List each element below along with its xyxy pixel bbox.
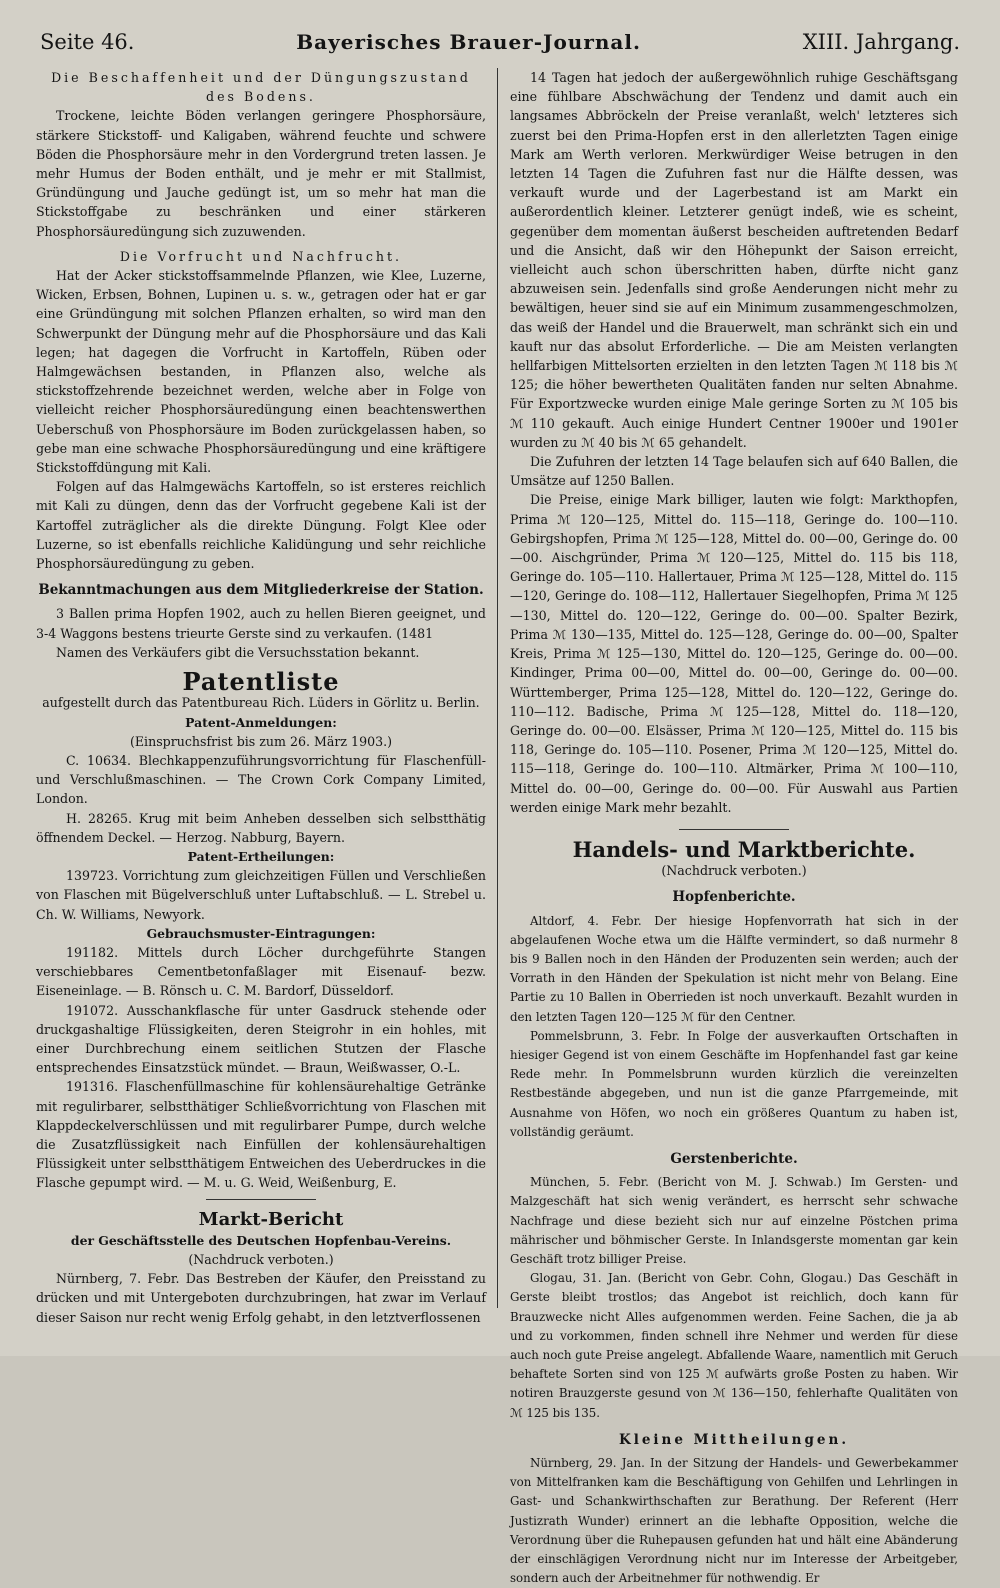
report-entry: Glogau, 31. Jan. (Bericht von Gebr. Cohn, Glogau.) Das Geschäft in Gerste bleibt trostlos; das Angebot ist reichlich, doch kann für Brauzwecke nicht Alles aufgenommen werden. Feine Sachen, die ja ab und zu vorkommen, finden schnell ihre Nehmer und werden für diese auch noch gute Preise angelegt. Abfallende Waare, namentlich mit Geruch behaftete Sorten sind von 125 ℳ aufwärts große Posten zu haben. Wir notiren Brauzgerste gesund von ℳ 136—150, fehlerhafte Qualitäten von ℳ 125 bis 135. <box>510 1271 958 1420</box>
patent-list-subtitle: aufgestellt durch das Patentbureau Rich. Lüders in Görlitz u. Berlin. <box>42 695 480 711</box>
subheading: Hopfenberichte. <box>672 889 796 906</box>
paragraph: Die Preise, einige Mark billiger, lauten wie folgt: Markthopfen, Prima ℳ 120—125, Mittel do. 115—118, Geringe do. 100—110. Gebirgshopfen, Prima ℳ 125—128, Mittel do. 00—00, Geringe do. 00—00. Aischgründer, Prima ℳ 120—125, Mittel do. 115 bis 118, Geringe do. 105—110. Hallertauer, Prima ℳ 125—128, Mittel do. 115—120, Geringe do. 108—112, Hallertauer Siegelhopfen, Prima ℳ 125—130, Mittel do. 120—122, Geringe do. 00—00. Spalter Bezirk, Prima ℳ 130—135, Mittel do. 125—128, Geringe do. 00—00, Spalter Kreis, Prima ℳ 125—130, Mittel do. 120—125, Geringe do. 00—00. Kindinger, Prima 00—00, Mittel do. 00—00, Geringe do. 00—00. Württemberger, Prima 125—128, Mittel do. 120—122, Geringe do. 110—112. Badische, Prima ℳ 125—128, Mittel do. 118—120, Geringe do. 00—00. Elsässer, Prima ℳ 120—125, Mittel do. 115 bis 118, Geringe do. 105—110. Posener, Prima ℳ 120—125, Mittel do. 115—118, Geringe do. 100—110. Altmärker, Prima ℳ 100—110, Mittel do. 00—00, Geringe do. 00—00. Für Auswahl aus Partien werden einige Mark mehr bezahlt. <box>510 492 958 815</box>
note: (Nachdruck verboten.) <box>661 863 807 879</box>
note: (Nachdruck verboten.) <box>188 1251 334 1267</box>
paragraph: Nürnberg, 7. Febr. Das Bestreben der Käufer, den Preisstand zu drücken und mit Untergeboten durchzubringen, hat zwar im Verlauf dieser Saison nur recht wenig Erfolg gehabt, in den letztverflossenen <box>36 1271 486 1325</box>
notice-text: 3 Ballen prima Hopfen 1902, auch zu hellen Bieren geeignet, und 3-4 Waggons bestens trieurte Gerste sind zu verkaufen. (1481 <box>36 606 486 641</box>
patent-entry: 191182. Mittels durch Löcher durchgeführte Stangen verschiebbares Cementbetonfaßlager mit Eisenauf- bezw. Eiseneinlage. — B. Rönsch u. C. M. Bardorf, Düsseldorf. <box>36 944 486 999</box>
subheading: Gerstenberichte. <box>670 1150 798 1167</box>
paragraph: Trockene, leichte Böden verlangen geringere Phosphorsäure, stärkere Stickstoff- und Kaligaben, während feuchte und schwere Böden die Phosphorsäure mehr in den Vordergrund treten lassen. Je mehr Humus der Boden enthält, und je mehr er mit Stallmist, Gründüngung und Jauche gedüngt ist, um so mehr hat man die Stickstoffgabe zu beschränken und einer stärkeren Phosphorsäuredüngung sich zuzuwenden. <box>36 108 486 239</box>
paragraph: Hat der Acker stickstoffsammelnde Pflanzen, wie Klee, Luzerne, Wicken, Erbsen, Bohnen, Lupinen u. s. w., getragen oder hat er gar eine Gründüngung mit solchen Pflanzen erhalten, so wird man den Schwerpunkt der Düngung mehr auf die Phosphorsäure und das Kali legen; hat dagegen die Vorfrucht in Kartoffeln, Rüben oder Halmgewächsen bestanden, in Pflanzen also, welche als stickstoffzehrende bezeichnet werden, welche aber in Folge von vielleicht reicher Phosphorsäuredüngung einen beachtenswerthen Ueberschuß von Phosphorsäure im Boden zurückgelassen haben, so gebe man eine schwache Phosphorsäuredüngung und eine kräftigere Stickstoffdüngung mit Kali. <box>36 268 486 476</box>
page-header <box>40 24 960 60</box>
report-entry: Nürnberg, 29. Jan. In der Sitzung der Handels- und Gewerbekammer von Mittelfranken kam die Beschäftigung von Gehilfen und Lehrlingen in Gast- und Schankwirthschaften zur Berathung. Der Referent (Herr Justizrath Wunder) erinnert an die lebhafte Opposition, welche die Verordnung über die Ruhepausen gefunden hat und hält eine Abänderung der einschlägigen Verordnung nicht nur im Interesse der Arbeitgeber, sondern auch der Arbeitnehmer für nothwendig. Er <box>510 1456 958 1586</box>
notice-text: Namen des Verkäufers gibt die Versuchsstation bekannt. <box>56 644 420 660</box>
subheading: Patent-Anmeldungen: <box>185 714 337 730</box>
patent-entry: 139723. Vorrichtung zum gleichzeitigen Füllen und Verschließen von Flaschen mit Bügelverschluß unter Luftabschluß. — L. Strebel u. Ch. W. Williams, Newyork. <box>36 868 486 922</box>
volume-year: XIII. Jahrgang. <box>802 30 960 54</box>
divider <box>679 829 789 830</box>
section-heading: Die Vorfrucht und Nachfrucht. <box>119 248 403 264</box>
journal-title: Bayerisches Brauer-Journal. <box>296 30 641 54</box>
section-heading: Die Beschaffenheit und der Düngungszustand des Bodens. <box>51 70 471 105</box>
report-entry: Altdorf, 4. Febr. Der hiesige Hopfenvorrath hat sich in der abgelaufenen Woche etwa um die Hälfte vermindert, so daß nurmehr 8 bis 9 Ballen noch in den Händen der Produzenten sein werden; auch der Vorrath in den Händen der Spekulation ist nicht mehr von Belang. Eine Partie zu 10 Ballen in Oberrieden ist noch unverkauft. Bezahlt wurden in den letzten Tagen 120—125 ℳ für den Centner. <box>510 913 958 1024</box>
market-report-title: Markt-Bericht <box>198 1208 344 1230</box>
page-number: Seite 46. <box>40 30 135 54</box>
column-divider <box>497 68 498 1308</box>
subheading: Gebrauchsmuster-Eintragungen: <box>146 925 376 941</box>
patent-entry: C. 10634. Blechkappenzuführungsvorrichtung für Flaschenfüll- und Verschlußmaschinen. — The Crown Cork Company Limited, London. <box>36 752 486 807</box>
market-report-subtitle: der Geschäftsstelle des Deutschen Hopfenbau-Vereins. <box>70 1232 452 1248</box>
divider <box>206 1199 316 1200</box>
paragraph: Folgen auf das Halmgewächs Kartoffeln, so ist ersteres reichlich mit Kali zu düngen, denn das der Vorfrucht gegebene Kali ist der Kartoffel zuträglicher als die direkte Düngung. Folgt Klee oder Luzerne, so ist ebenfalls reichliche Kalidüngung und sehr reichliche Phosphorsäuredüngung zu geben. <box>36 479 486 572</box>
patent-entry: 191316. Flaschenfüllmaschine für kohlensäurehaltige Getränke mit regulirbarer, selbstthätiger Schließvorrichtung von Flaschen mit Klappdeckelverschlüssen und mit regulirbarer Pumpe, durch welche die Zusatzflüssigkeit nach Einfüllen der kohlensäurehaltigen Flüssigkeit unter selbstthätigem Entweichen des Ueberdruckes in die Flasche gepumpt wird. — M. u. G. Weid, Weißenburg, E. <box>36 1079 486 1191</box>
note: (Einspruchsfrist bis zum 26. März 1903.) <box>129 733 393 749</box>
patent-entry: H. 28265. Krug mit beim Anheben desselben sich selbstthätig öffnendem Deckel. — Herzog. Nabburg, Bayern. <box>36 810 486 845</box>
notice-heading: Bekanntmachungen aus dem Mitgliederkreise der Station. <box>38 582 484 599</box>
patent-list-title: Patentliste <box>182 667 340 697</box>
report-entry: Pommelsbrunn, 3. Febr. In Folge der ausverkauften Ortschaften in hiesiger Gegend ist von einem Geschäfte im Hopfenhandel fast gar keine Rede mehr. In Pommelsbrunn wurden kürzlich die vereinzelten Restbestände abgegeben, und nun ist die ganze Pfarrgemeinde, mit Ausnahme von Höfen, wo noch ein größeres Quantum zu haben ist, vollständig geräumt. <box>510 1028 958 1139</box>
patent-entry: 191072. Ausschankflasche für unter Gasdruck stehende oder druckgashaltige Flüssigkeiten, deren Steigrohr in ein hohles, mit einer Durchbrechung einem seitlichen Stutzen der Flasche entsprechendes Einsatzstück mündet. — Braun, Weißwasser, O.-L. <box>36 1002 486 1076</box>
right-column <box>510 68 958 1588</box>
paragraph: Die Zufuhren der letzten 14 Tage belaufen sich auf 640 Ballen, die Umsätze auf 1250 Ballen. <box>510 454 958 489</box>
trade-reports-title: Handels- und Marktberichte. <box>572 836 916 862</box>
subheading: Patent-Ertheilungen: <box>187 848 335 864</box>
paragraph: 14 Tagen hat jedoch der außergewöhnlich ruhige Geschäftsgang eine fühlbare Abschwächung der Tendenz und damit auch ein langsames Abbröckeln der Preise veranlaßt, welch' letzteres sich zuerst bei den Prima-Hopfen erst in den allerletzten Tagen einige Mark am Werth verloren. Merkwürdiger Weise betrugen in den letzten 14 Tagen die Zufuhren fast nur die Hälfte dessen, was verkauft wurde und der Lagerbestand ist am Markt ein außerordentlich kleiner. Letzterer genügt indeß, wie es scheint, gegenüber dem momentan äußerst bescheiden auftretenden Bedarf und die Ansicht, daß wir den Höhepunkt der Saison erreicht, vielleicht auch schon überschritten haben, dürfte nicht ganz abzuweisen sein. Jedenfalls sind große Aenderungen nicht mehr zu bewältigen, heuer sind sie auf ein Minimum zusammengeschmolzen, das weiß der Handel und die Brauerwelt, man schränkt sich ein und kauft nur das absolut Erforderliche. — Die am Meisten verlangten hellfarbigen Mittelsorten erzielten in den letzten Tagen ℳ 118 bis ℳ 125; die höher bewertheten Qualitäten fanden nur selten Abnahme. Für Exportzwecke wurden einige Male geringe Sorten zu ℳ 105 bis ℳ 110 gekauft. Auch einige Hundert Centner 1900er und 1901er wurden zu ℳ 40 bis ℳ 65 gehandelt. <box>510 70 958 450</box>
left-column <box>36 68 486 1327</box>
report-entry: München, 5. Febr. (Bericht von M. J. Schwab.) Im Gersten- und Malzgeschäft hat sich wenig verändert, es herrscht sehr schwache Nachfrage und diese bezieht sich nur auf einzelne Pöstchen prima mährischer und böhmischer Gerste. In Inlandsgerste momentan gar kein Geschäft trotz billiger Preise. <box>510 1175 958 1266</box>
subheading: Kleine Mittheilungen. <box>618 1431 850 1448</box>
